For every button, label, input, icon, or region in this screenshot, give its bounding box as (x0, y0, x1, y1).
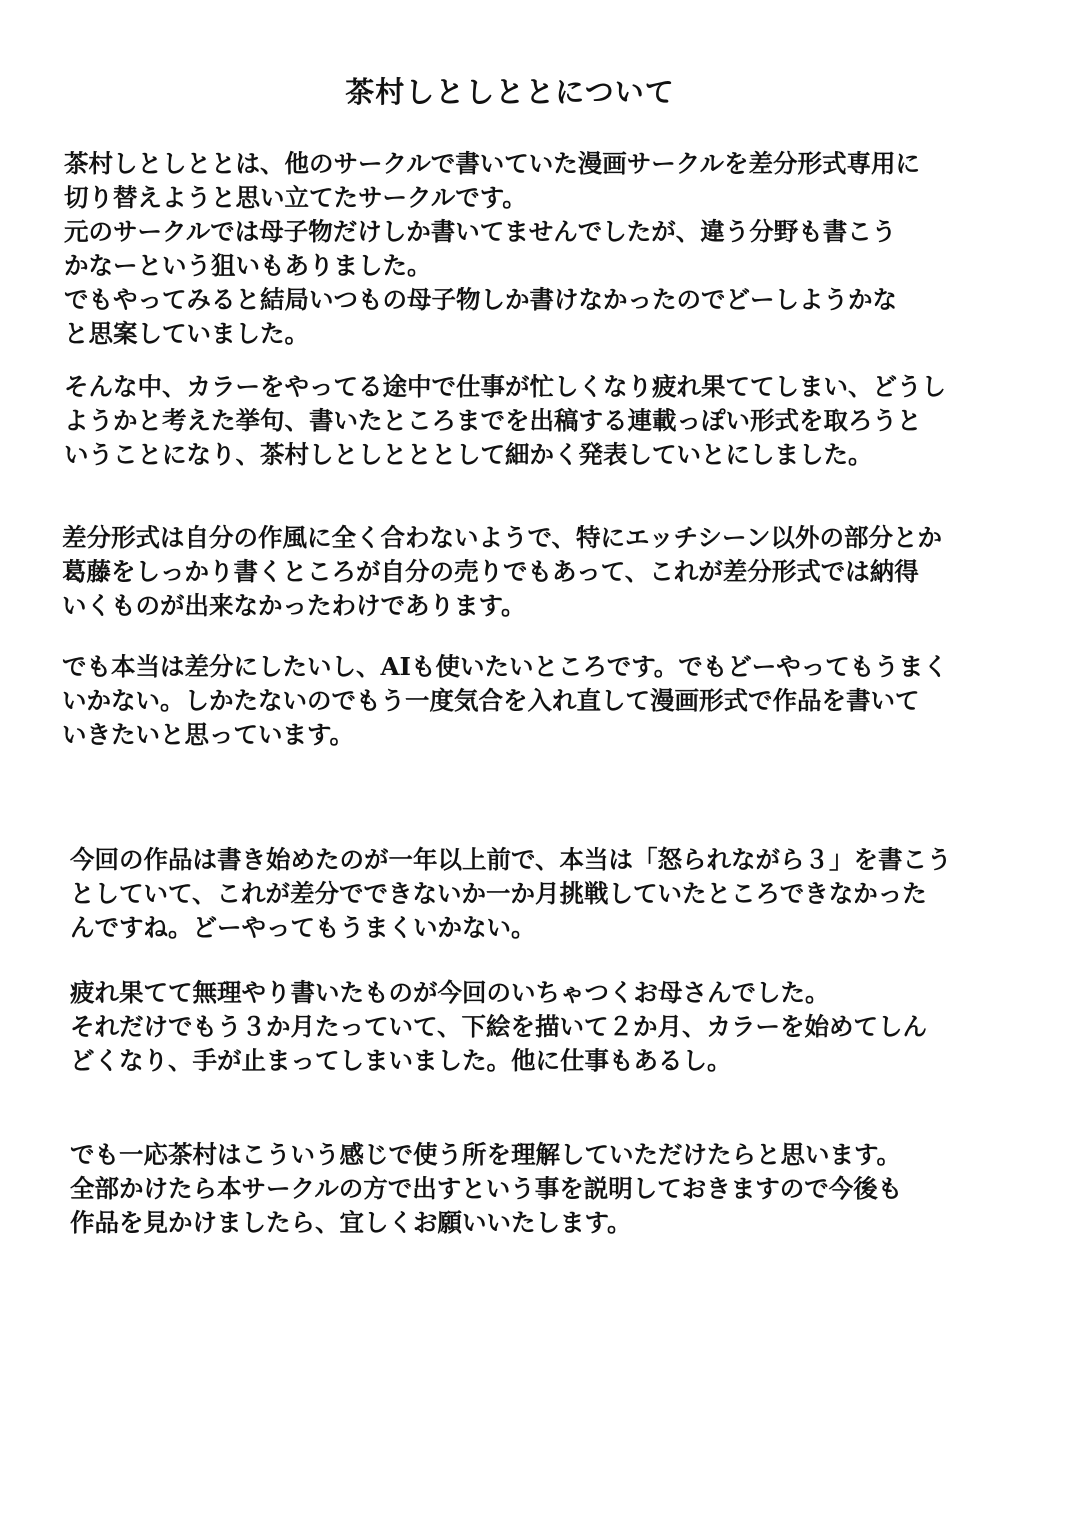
text-line: そんな中、カラーをやってる途中で仕事が忙しくなり疲れ果ててしまい、どうし (64, 372, 946, 401)
text-line: それだけでもう３か月たっていて、下絵を描いて２か月、カラーを始めてしん (70, 1012, 928, 1041)
text-line: いきたいと思っています。 (62, 720, 355, 749)
paragraph-ai-wish (62, 650, 948, 752)
text-line: 元のサークルでは母子物だけしか書いてませんでしたが、違う分野も書こう (64, 217, 897, 246)
text-line: としていて、これが差分でできないか一か月挑戦していたところできなかった (70, 879, 927, 908)
text-line: 切り替えようと思い立てたサークルです。 (64, 183, 527, 212)
text-line: 差分形式は自分の作風に全く合わないようで、特にエッチシーン以外の部分とか (62, 523, 943, 552)
text-line: いくものが出来なかったわけであります。 (62, 591, 526, 620)
paragraph-exhausted (70, 976, 927, 1078)
text-line: と思案していました。 (64, 319, 309, 348)
text-line: ようかと考えた挙句、書いたところまでを出稿する連載っぽい形式を取ろうと (64, 406, 922, 435)
text-line: かなーという狙いもありました。 (64, 251, 432, 280)
text-line: 今回の作品は書き始めたのが一年以上前で、本当は「怒られながら３」を書こう (70, 845, 952, 874)
text-line: いかない。しかたないのでもう一度気合を入れ直して漫画形式で作品を書いて (62, 686, 920, 715)
text-line: 茶村しとしととは、他のサークルで書いていた漫画サークルを差分形式専用に (64, 149, 921, 178)
text-line: でもやってみると結局いつもの母子物しか書けなかったのでどーしようかな (64, 285, 897, 314)
paragraph-serial-format (64, 370, 946, 472)
text-line: 葛藤をしっかり書くところが自分の売りでもあって、これが差分形式では納得 (62, 557, 919, 586)
paragraph-this-work (70, 843, 952, 945)
paragraph-closing (70, 1138, 902, 1240)
page-title: 茶村しとしととについて (345, 75, 675, 109)
text-line: いうことになり、茶村しとしとととして細かく発表していとにしました。 (64, 440, 873, 469)
text-line: んですね。どーやってもうまくいかない。 (70, 913, 536, 942)
paragraph-diff-format (62, 521, 942, 623)
text-line: でも一応茶村はこういう感じで使う所を理解していただけたらと思います。 (70, 1140, 902, 1169)
text-line: 作品を見かけましたら、宜しくお願いいたします。 (70, 1208, 632, 1237)
paragraph-about-circle (64, 147, 920, 351)
text-line: どくなり、手が止まってしまいました。他に仕事もあるし。 (70, 1046, 732, 1075)
text-line: 全部かけたら本サークルの方で出すという事を説明しておきますので今後も (70, 1174, 903, 1203)
text-line: でも本当は差分にしたいし、AIも使いたいところです。でもどーやってもうまく (62, 652, 948, 681)
text-line: 疲れ果てて無理やり書いたものが今回のいちゃつくお母さんでした。 (70, 978, 830, 1007)
